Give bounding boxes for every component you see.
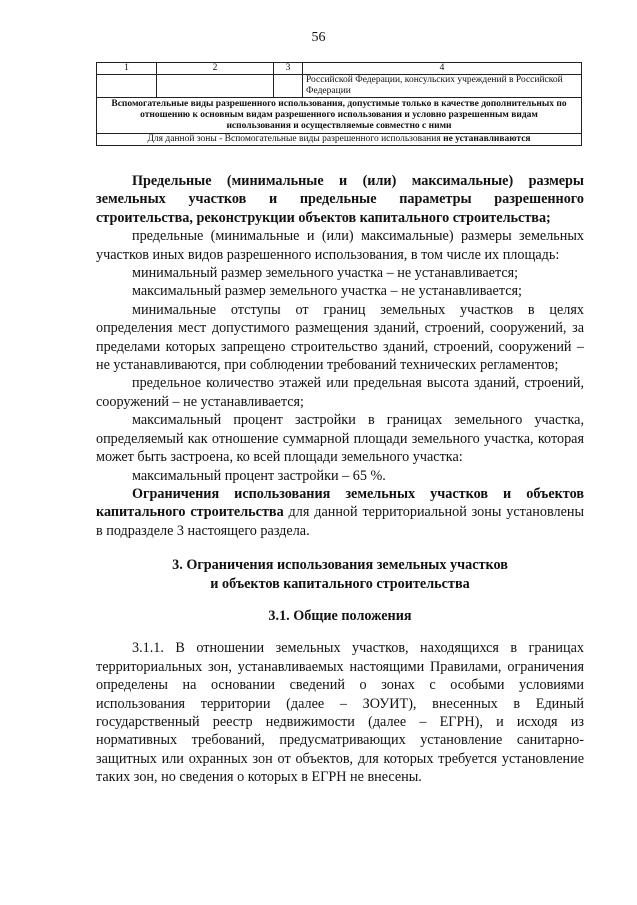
- header-col-3: 3: [274, 63, 303, 75]
- paragraph-coverage-value: максимальный процент застройки – 65 %.: [132, 467, 386, 484]
- aux-heading-cell: Вспомогательные виды разрешенного использования, допустимые только в качестве дополнительных по отношению к основным видам разрешенного использования и условно разрешенным видам использования и осуществляемые совместно с ними: [97, 98, 582, 134]
- document-body: [96, 172, 584, 787]
- aux-note-cell: [97, 134, 582, 146]
- table-header-row: [97, 63, 582, 75]
- limits-heading: Предельные (минимальные и (или) максимальные) размеры земельных участков и предельные параметры разрешенного строительства, реконструкции объектов капитального строительства;: [96, 173, 584, 226]
- aux-heading-row: [97, 98, 582, 134]
- header-col-2: 2: [157, 63, 274, 75]
- section-title-line2: и объектов капитального строительства: [210, 575, 470, 592]
- subsection-title: 3.1. Общие положения: [268, 607, 412, 624]
- paragraph-3-1-1: 3.1.1. В отношении земельных участков, находящихся в границах территориальных зон, устанавливаемых настоящими Правилами, ограничения определены на основании сведений о зонах с особыми условиями использования территории (далее – ЗОУИТ), внесенных в Единый государственный реестр недвижимости (далее – ЕГРН), и исходя из нормативных требований, предусматривающих установление санитарно-защитных или охранных зон от объектов, для которых требуется установление таких зон, но сведения о которых в ЕГРН не внесены.: [96, 640, 584, 786]
- paragraph-restrictions: [96, 485, 584, 540]
- restrictions-bold: Ограничения использования земельных участков и объектов капитального строительства: [96, 485, 584, 521]
- paragraph-setbacks: минимальные отступы от границ земельных участков в целях определения мест допустимого размещения зданий, строений, сооружений, за пределами которых запрещено строительство зданий, строений, сооружений – не устанавливаются, при соблюдении требований технических регламентов;: [96, 301, 584, 374]
- table-row: [97, 75, 582, 98]
- zoning-table: [96, 62, 582, 146]
- paragraph-max-size: максимальный размер земельного участка – не устанавливается;: [132, 283, 522, 300]
- table-cell-empty: [157, 75, 274, 98]
- header-col-1: 1: [97, 63, 157, 75]
- aux-note-text: Для данной зоны - Вспомогательные виды разрешенного использования: [147, 134, 444, 144]
- table-cell-text: Российской Федерации, консульских учреждений в Российской Федерации: [303, 75, 582, 98]
- page-number: 56: [311, 30, 326, 45]
- section-title: [96, 556, 584, 593]
- paragraph-floors: предельное количество этажей или предельная высота зданий, строений, сооружений – не устанавливается;: [96, 375, 584, 410]
- table-cell-empty: [97, 75, 157, 98]
- section-title-line1: 3. Ограничения использования земельных участков: [172, 557, 508, 574]
- paragraph-parameters-intro: предельные (минимальные и (или) максимальные) размеры земельных участков иных видов разрешенного использования, в том числе их площадь:: [96, 228, 584, 263]
- aux-note-bold: не устанавливаются: [443, 134, 531, 144]
- table-cell-empty: [274, 75, 303, 98]
- paragraph-coverage: максимальный процент застройки в границах земельного участка, определяемый как отношение суммарной площади земельного участка, которая может быть застроена, ко всей площади земельного участка:: [96, 412, 584, 466]
- paragraph-min-size: минимальный размер земельного участка – не устанавливается;: [132, 265, 519, 282]
- aux-note-row: [97, 134, 582, 146]
- restrictions-rest: для данной территориальной зоны установлены в подразделе 3 настоящего раздела.: [96, 504, 584, 539]
- header-col-4: 4: [303, 63, 582, 75]
